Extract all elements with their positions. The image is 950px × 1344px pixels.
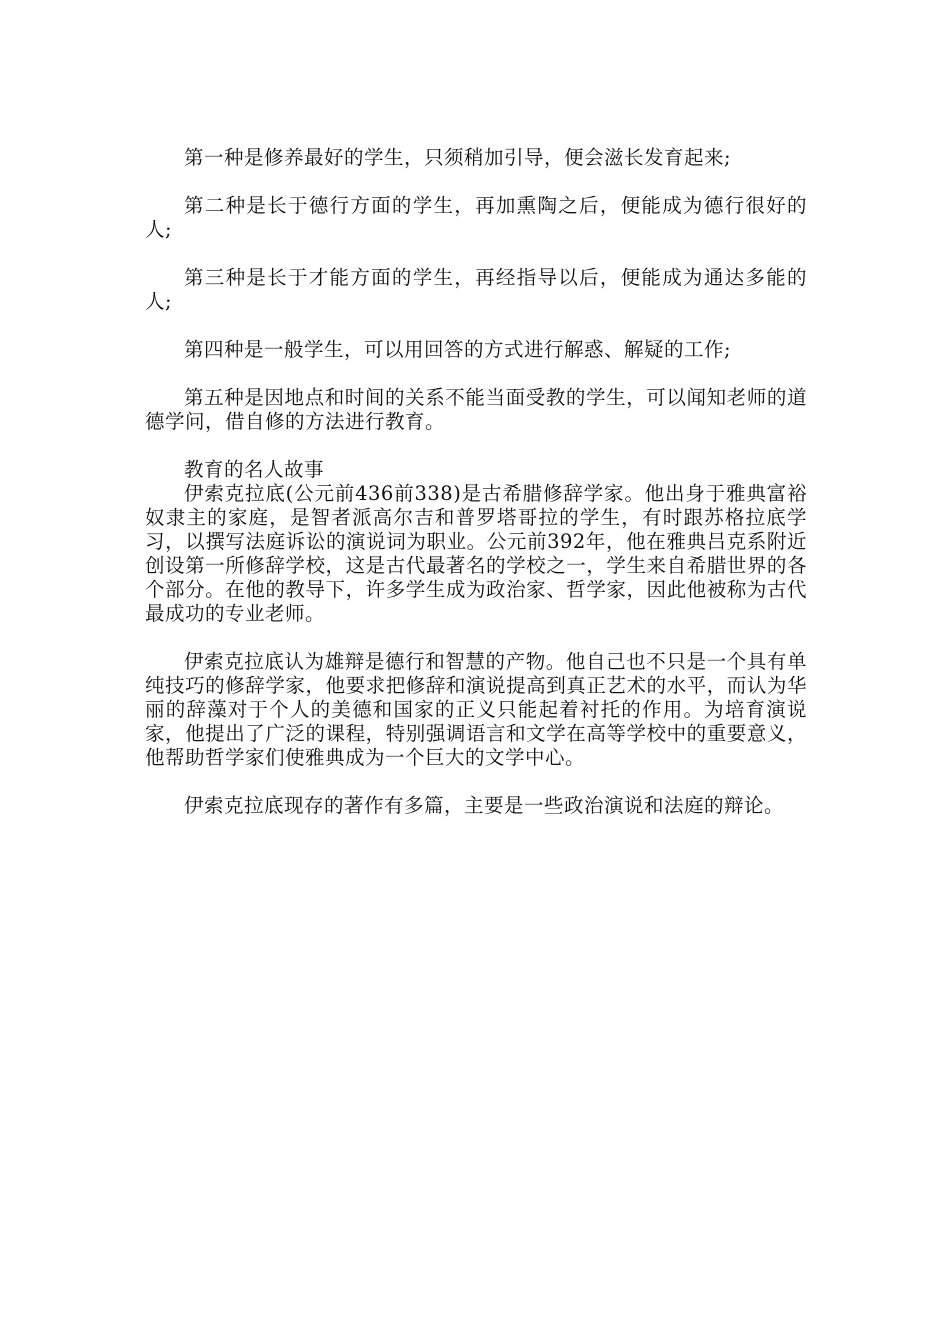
list-paragraph-4: 第四种是一般学生，可以用回答的方式进行解惑、解疑的工作; [184, 338, 732, 361]
document-page [145, 146, 807, 818]
section-heading: 教育的名人故事 [184, 458, 325, 481]
list-paragraph-1: 第一种是修养最好的学生，只须稍加引导，便会滋长发育起来; [184, 146, 732, 169]
story-paragraph-2: 伊索克拉底认为雄辩是德行和智慧的产物。他自己也不只是一个具有单纯技巧的修辞学家，他要求把修辞和演说提高到真正艺术的水平，而认为华丽的辞藻对于个人的美德和国家的正义只能起着衬托的作用。为培育演说家，他提出了广泛的课程，特别强调语言和文学在高等学校中的重要意义，他帮助哲学家们使雅典成为一个巨大的文学中心。 [145, 650, 807, 769]
list-paragraph-3: 第三种是长于才能方面的学生，再经指导以后，便能成为通达多能的人; [145, 266, 807, 313]
list-paragraph-5: 第五种是因地点和时间的关系不能当面受教的学生，可以闻知老师的道德学问，借自修的方法进行教育。 [145, 386, 807, 433]
list-paragraph-2: 第二种是长于德行方面的学生，再加熏陶之后，便能成为德行很好的人; [145, 194, 807, 241]
story-paragraph-1: 伊索克拉底(公元前436前338)是古希腊修辞学家。他出身于雅典富裕奴隶主的家庭，是智者派高尔吉和普罗塔哥拉的学生，有时跟苏格拉底学习，以撰写法庭诉讼的演说词为职业。公元前392年，他在雅典吕克系附近创设第一所修辞学校，这是古代最著名的学校之一，学生来自希腊世界的各个部分。在他的教导下，许多学生成为政治家、哲学家，因此他被称为古代最成功的专业老师。 [145, 482, 807, 625]
story-paragraph-3: 伊索克拉底现存的著作有多篇，主要是一些政治演说和法庭的辩论。 [184, 794, 785, 817]
